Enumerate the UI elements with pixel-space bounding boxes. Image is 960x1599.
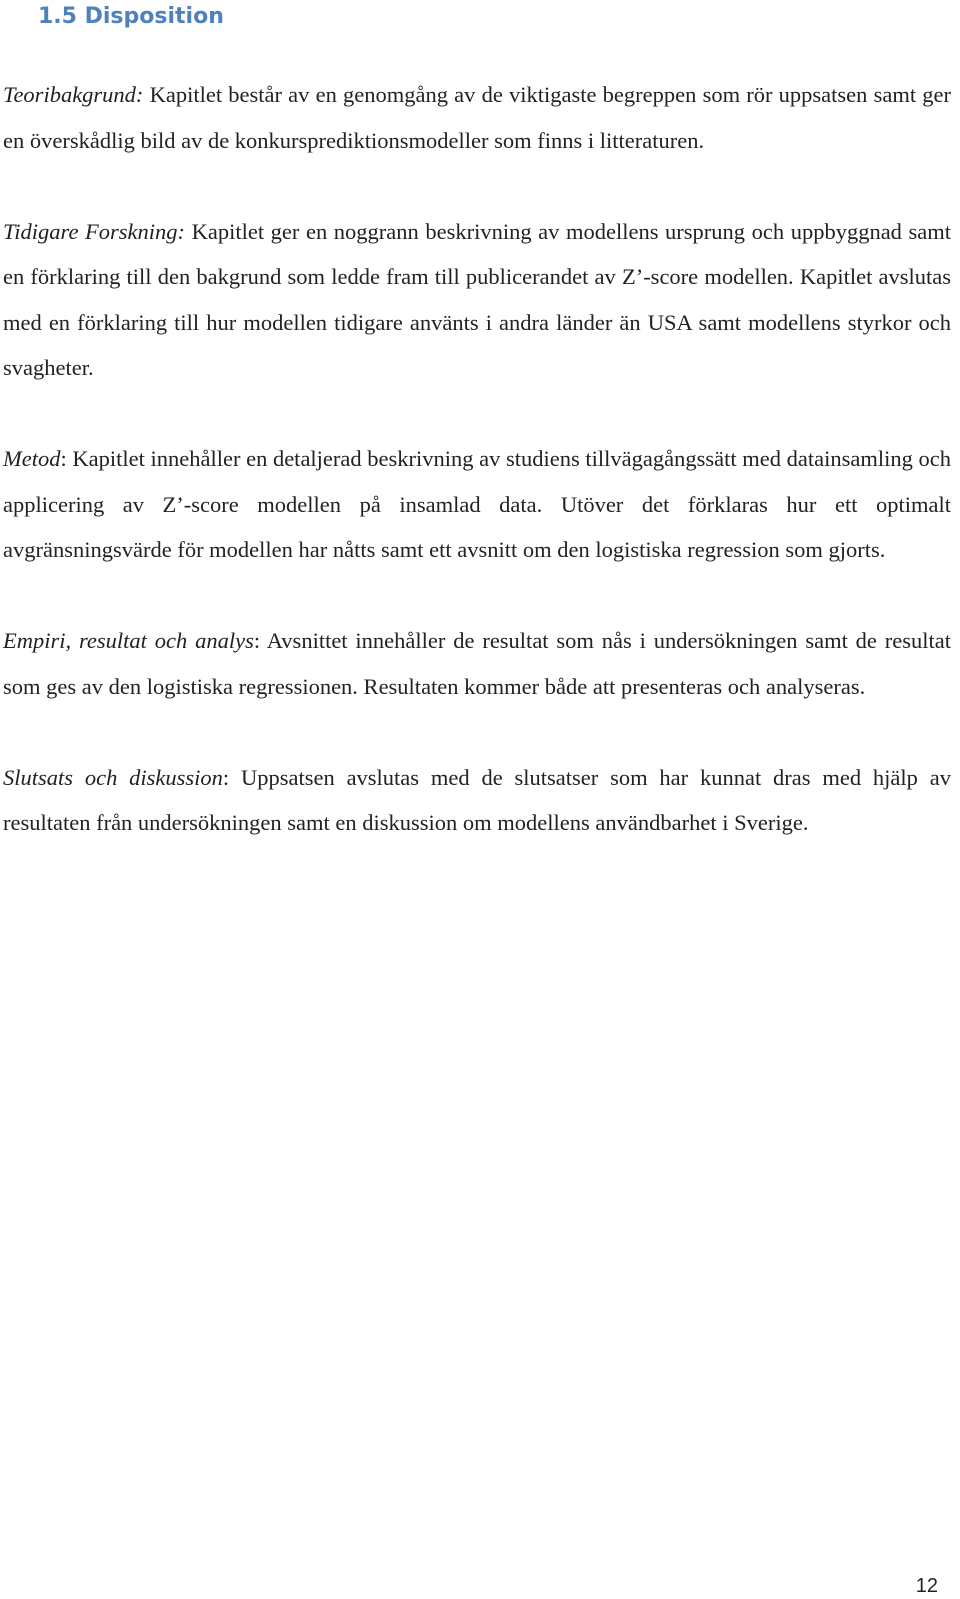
paragraph-text: Kapitlet består av en genomgång av de viktigaste begreppen som rör uppsatsen samt ger en överskådlig bild av de konkursprediktionsmodeller som finns i litteraturen. (3, 82, 951, 153)
paragraph-text: : Uppsatsen avslutas med de slutsatser som har kunnat dras med hjälp av resultaten från undersökningen samt en diskussion om modellens användbarhet i Sverige. (3, 764, 951, 835)
paragraph-empiri (3, 618, 951, 709)
paragraph-metod (3, 436, 951, 573)
paragraph-text: : Kapitlet innehåller en detaljerad beskrivning av studiens tillvägagångssätt med datainsamling och applicering av Z’-score modellen på insamlad data. Utöver det förklaras hur ett optimalt avgränsningsvärde för modellen har nåtts samt ett avsnitt om den logistiska regression som gjorts. (3, 446, 951, 562)
paragraph-text: : Avsnittet innehåller de resultat som nås i undersökningen samt de resultat som ges av den logistiska regressionen. Resultaten kommer både att presenteras och analyseras. (3, 628, 951, 699)
section-heading: 1.5 Disposition (38, 4, 224, 29)
paragraph-label: Tidigare Forskning: (3, 218, 186, 244)
paragraph-slutsats (3, 755, 951, 846)
paragraph-teoribakgrund (3, 72, 951, 163)
paragraph-label: Teoribakgrund: (3, 82, 144, 107)
disposition-body (3, 72, 951, 846)
paragraph-tidigare-forskning (3, 209, 951, 391)
paragraph-label: Empiri, resultat och analys (3, 628, 254, 653)
page-number: 12 (915, 1575, 938, 1597)
paragraph-text: Kapitlet ger en noggrann beskrivning av modellens ursprung och uppbyggnad samt en förklaring till den bakgrund som ledde fram till publicerandet av Z’-score modellen. Kapitlet avslutas med en förklaring till hur modellen tidigare använts i andra länder än USA samt modellens styrkor och svagheter. (3, 218, 952, 380)
paragraph-label: Metod (3, 446, 61, 471)
paragraph-label: Slutsats och diskussion (3, 764, 223, 790)
